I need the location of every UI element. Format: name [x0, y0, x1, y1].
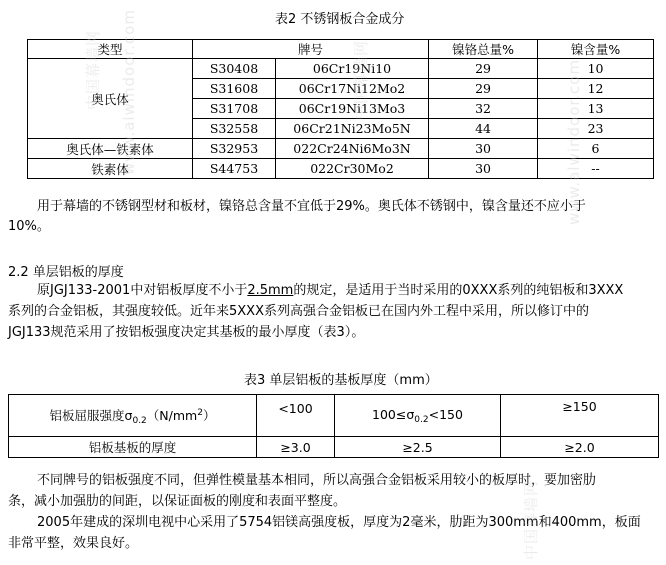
ni-cell: 6: [538, 139, 654, 159]
watermark: 中国幕墙网: [522, 479, 540, 560]
code-cell: S31608: [193, 79, 276, 99]
paragraph-line: 非常平整，效果良好。: [8, 536, 139, 551]
code-cell: S32558: [193, 119, 276, 139]
nicr-cell: 44: [429, 119, 538, 139]
code-cell: S30408: [193, 59, 276, 79]
paragraph-text: 原JGJ133-2001中对铝板厚度不小于: [37, 283, 248, 298]
paragraph: [37, 197, 586, 217]
paragraph-line: 10%。: [8, 219, 50, 234]
paragraph: [8, 534, 138, 554]
type-cell: 奥氏体: [28, 59, 193, 139]
paragraph-line: 不同牌号的铝板强度不同，但弹性模量基本相同，所以高强合金铝板采用较小的板厚时，要加密肋: [37, 473, 597, 488]
grade-cell: 06Cr19Ni10: [276, 59, 429, 79]
grade-cell: 022Cr24Ni6Mo3N: [276, 139, 429, 159]
code-cell: S32953: [193, 139, 276, 159]
nicr-cell: 32: [429, 99, 538, 119]
paragraph-line: 2005年建成的深圳电视中心采用了5754铝镁高强度板，厚度为2毫米，肋距为300mm和400mm，板面: [37, 515, 641, 530]
grade-cell: 06Cr19Ni13Mo3: [276, 99, 429, 119]
ni-cell: 23: [538, 119, 654, 139]
nicr-cell: 30: [429, 139, 538, 159]
type-cell: 铁素体: [28, 159, 193, 179]
paragraph-line: 系列的合金铝板，其强度较低。近年来5XXX系列高强合金铝板已在国内外工程中采用，所以修订中的: [8, 304, 589, 319]
header-ni: 镍含量%: [538, 40, 654, 59]
thickness-label: 铝板基板的厚度: [9, 437, 257, 458]
header-type: 类型: [28, 40, 193, 59]
nicr-cell: 29: [429, 79, 538, 99]
watermark: 中国幕墙网: [352, 39, 370, 120]
paragraph: [37, 513, 641, 533]
ni-cell: --: [538, 159, 654, 179]
type-cell: 奥氏体—铁素体: [28, 139, 193, 159]
thickness-value-1: ≥3.0: [257, 437, 335, 458]
paragraph-text: 的规定，是适用于当时采用的0XXX系列的纯铝板和3XXX: [293, 283, 624, 298]
strength-range-2: $100\le\sigma_{0.2}<150$: [335, 395, 501, 437]
ni-cell: 12: [538, 79, 654, 99]
watermark: 中国幕墙网: [84, 29, 102, 110]
yield-strength-label: 铝板屈服强度$\sigma_{0.2}(N/mm^2)$: [9, 395, 257, 437]
table3-caption: 表3 单层铝板的基板厚度（mm）: [244, 373, 438, 388]
nicr-cell: 29: [429, 59, 538, 79]
grade-cell: 022Cr30Mo2: [276, 159, 429, 179]
paragraph: [37, 281, 623, 301]
table2-caption: 表2 不锈钢板合金成分: [275, 12, 405, 27]
paragraph: [8, 217, 50, 237]
paragraph: [37, 471, 596, 491]
nicr-cell: 30: [429, 159, 538, 179]
section-heading: 2.2 单层铝板的厚度: [8, 265, 124, 280]
grade-cell: 06Cr17Ni12Mo2: [276, 79, 429, 99]
header-nicr: 镍铬总量%: [429, 40, 538, 59]
watermark: www.alwindoor.com: [120, 9, 138, 175]
code-cell: S31708: [193, 99, 276, 119]
paragraph: [8, 492, 346, 512]
thickness-value: 2.5mm: [247, 283, 294, 298]
watermark: www.alwindoor.com: [565, 59, 583, 225]
paragraph: [8, 302, 589, 322]
paragraph-line: 条，减小加强肋的间距，以保证面板的刚度和表面平整度。: [8, 494, 347, 509]
code-cell: S44753: [193, 159, 276, 179]
ni-cell: 13: [538, 99, 654, 119]
header-grade: 牌号: [193, 40, 429, 59]
ni-cell: 10: [538, 59, 654, 79]
grade-cell: 06Cr21Ni23Mo5N: [276, 119, 429, 139]
paragraph: [8, 323, 364, 343]
strength-range-1: <100: [257, 395, 335, 437]
thickness-value-2: ≥2.5: [335, 437, 501, 458]
thickness-value-3: ≥2.0: [501, 437, 659, 458]
paragraph-line: JGJ133规范采用了按铝板强度决定其基板的最小厚度（表3）。: [8, 325, 365, 340]
paragraph-line: 用于幕墙的不锈钢型材和板材，镍铬总含量不宜低于29%。奥氏体不锈钢中，镍含量还不应小于: [37, 199, 586, 214]
strength-range-3: ≥150: [501, 395, 659, 437]
aluminum-thickness-table: [8, 394, 659, 458]
